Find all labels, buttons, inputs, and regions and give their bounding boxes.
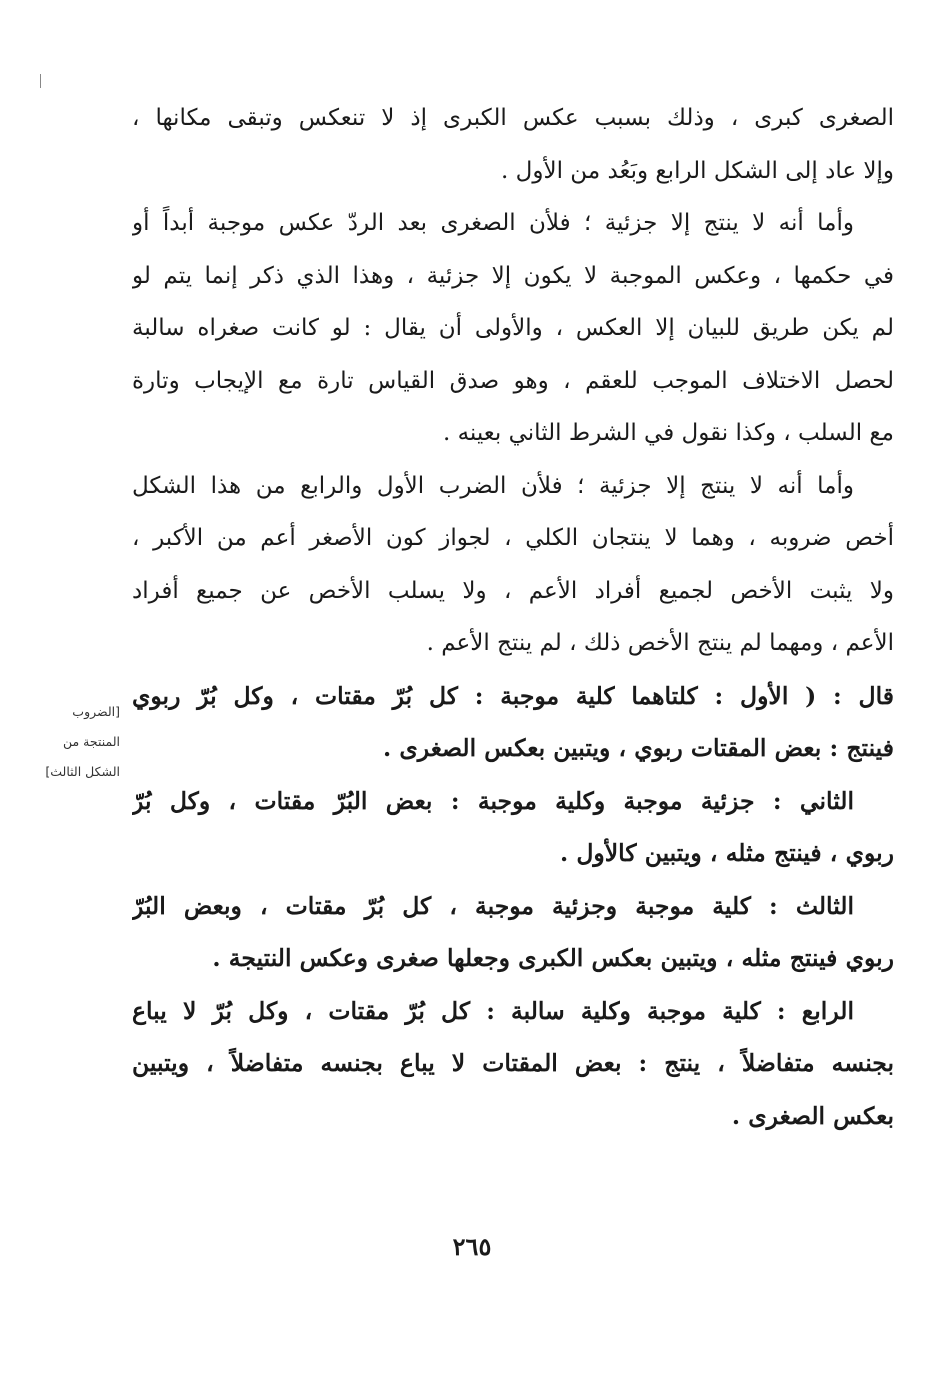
text-line: قال : ( الأول : كلتاهما كلية موجبة : كل بُرّ مقتات ، وكل بُرّ ربوي bbox=[132, 681, 894, 710]
quoted-paragraph-3 bbox=[132, 880, 894, 985]
text-line: بعكس الصغرى . bbox=[731, 1101, 894, 1130]
commentary-paragraph-3 bbox=[132, 460, 894, 670]
margin-note-line: [الضروب bbox=[72, 704, 120, 719]
text-line: فينتج : بعض المقتات ربوي ، ويتبين بعكس الصغرى . bbox=[382, 734, 894, 762]
text-line: وأما أنه لا ينتج إلا جزئية ؛ فلأن الصغرى بعد الردّ عكس موجبة أبداً أو bbox=[132, 210, 854, 236]
quoted-text-section bbox=[132, 670, 894, 1143]
margin-note-line: المنتجة من bbox=[62, 734, 120, 749]
text-line: الثاني : جزئية موجبة وكلية موجبة : بعض البُرّ مقتات ، وكل بُرّ bbox=[132, 786, 854, 815]
margin-note-line: الشكل الثالث] bbox=[45, 764, 120, 779]
text-line: ولا يثبت الأخص لجميع أفراد الأعم ، ولا يسلب الأخص عن جميع أفراد bbox=[132, 577, 894, 604]
commentary-paragraph-2 bbox=[132, 197, 894, 460]
text-line: الرابع : كلية موجبة وكلية سالبة : كل بُرّ مقتات ، وكل بُرّ لا يباع bbox=[132, 996, 854, 1025]
page-body bbox=[132, 92, 894, 1142]
margin-note bbox=[20, 697, 120, 787]
text-line: الثالث : كلية موجبة وجزئية موجبة ، كل بُرّ مقتات ، وبعض البُرّ bbox=[132, 891, 854, 920]
text-line: مع السلب ، وكذا نقول في الشرط الثاني بعينه . bbox=[442, 420, 894, 446]
quoted-paragraph-1 bbox=[132, 670, 894, 775]
text-line: لم يكن طريق للبيان إلا العكس ، والأولى أن يقال : لو كانت صغراه سالبة bbox=[132, 315, 894, 341]
text-line: وإلا عاد إلى الشكل الرابع وبَعُد من الأول . bbox=[501, 157, 894, 184]
quoted-paragraph-4 bbox=[132, 985, 894, 1143]
text-line: أخص ضروبه ، وهما لا ينتجان الكلي ، لجواز كون الأصغر أعم من الأكبر ، bbox=[132, 525, 894, 551]
text-line: وأما أنه لا ينتج إلا جزئية ؛ فلأن الضرب الأول والرابع من هذا الشكل bbox=[132, 472, 854, 499]
text-line: بجنسه متفاضلاً ، ينتج : بعض المقتات لا يباع بجنسه متفاضلاً ، ويتبين bbox=[132, 1049, 894, 1077]
text-line: في حكمها ، وعكس الموجبة لا يكون إلا جزئية ، وهذا الذي ذكر إنما يتم لو bbox=[132, 262, 894, 289]
page-number: ٢٦٥ bbox=[452, 1232, 492, 1261]
text-line: ربوي ، فينتج مثله ، ويتبين كالأول . bbox=[559, 839, 894, 867]
quoted-paragraph-2 bbox=[132, 775, 894, 880]
text-line: لحصل الاختلاف الموجب للعقم ، وهو صدق القياس تارة مع الإيجاب وتارة bbox=[132, 367, 894, 394]
edge-mark bbox=[40, 74, 41, 88]
text-line: الصغرى كبرى ، وذلك بسبب عكس الكبرى إذ لا تنعكس وتبقى مكانها ، bbox=[132, 105, 894, 131]
commentary-paragraph-1 bbox=[132, 92, 894, 197]
text-line: الأعم ، ومهما لم ينتج الأخص ذلك ، لم ينتج الأعم . bbox=[426, 630, 894, 656]
text-line: ربوي فينتج مثله ، ويتبين بعكس الكبرى وجعلها صغرى وعكس النتيجة . bbox=[212, 944, 894, 972]
